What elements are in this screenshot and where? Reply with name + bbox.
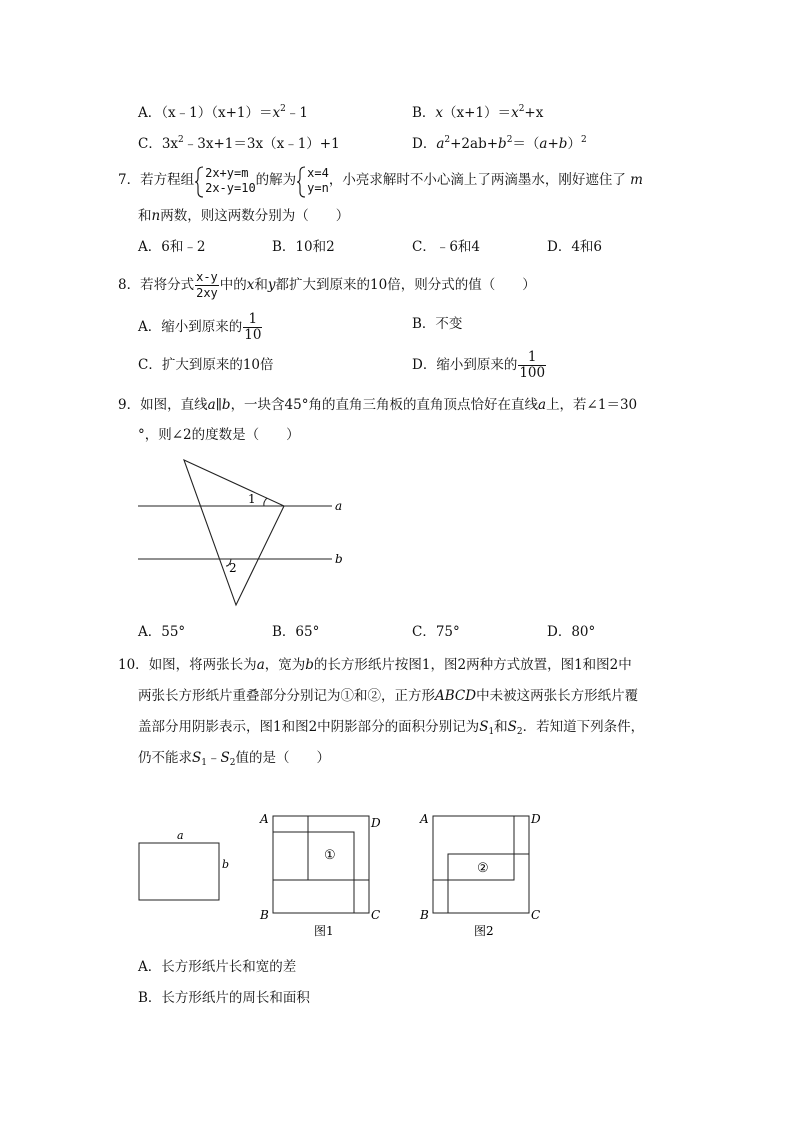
paper-2-top [433,816,514,880]
fig1-label-c: C [371,908,381,922]
q10-stem-line2: 两张长方形纸片重叠部分分别记为①和②，正方形ABCD中未被这两张长方形纸片覆 [138,688,639,704]
q9-option-c[interactable]: C．75° [412,624,460,640]
fig1-caption: 图1 [314,924,334,938]
square-abcd-1 [273,816,369,913]
q10-stem-line4: 仍不能求$S_1﹣S_2$值的是（ ） [138,750,330,768]
q9-option-a[interactable]: A．55° [138,624,186,640]
paper-1-bottom [273,832,354,913]
q9-figure [130,452,360,612]
q9-stem: 9．如图，直线a∥b，一块含45°角的直角三角板的直角顶点恰好在直线a上，若∠1＝30 [118,397,638,413]
q7-option-b[interactable]: B．10和2 [272,239,335,255]
fig2-label-b: B [420,908,429,922]
q10-figures [128,806,558,944]
q10-stem-line1: 10．如图，将两张长为a，宽为b的长方形纸片按图1，图2两种方式放置，图1和图2中 [118,657,632,673]
q9-option-b[interactable]: B．65° [272,624,320,640]
q8-option-d[interactable]: D．缩小到原来的 $\frac{1}{100}$ [412,349,546,381]
q7-stem: 7．若方程组 2x+y=m 2x-y=10 的解为 x=4 y=n ，小亮求解时不小心滴上了两滴墨水，刚好遮住了 m [118,165,643,195]
fig1-label-b: B [260,908,269,922]
triangle-ruler [184,460,284,605]
q7-stem-line2: 和n两数，则这两数分别为（ ） [138,208,350,224]
q6-option-c[interactable]: C．$3x^2﹣3x+1=3x(x﹣1)+1$ [138,135,340,152]
q7-system-1: 2x+y=m 2x-y=10 [194,166,256,196]
line-b-label: b [335,552,343,566]
q10-stem-line3: 盖部分用阴影表示，图1和图2中阴影部分的面积分别记为$S_1$和$S_2$．若知道下列条件， [138,719,645,737]
fig1-label-d: D [371,816,381,830]
q8-stem: 8．若将分式 $\frac{x-y}{2xy}$ 中的x和y都扩大到原来的10倍，则分式的值（ ） [118,270,536,300]
q8-option-b[interactable]: B．不变 [412,316,463,332]
q8-option-a[interactable]: A．缩小到原来的 $\frac{1}{10}$ [138,311,262,343]
fig2-caption: 图2 [474,924,494,938]
paper-1-top [308,816,369,880]
rect-height-label: b [222,858,230,871]
angle-2-label: 2 [229,561,237,575]
fig2-label-c: C [531,908,541,922]
q6-option-d[interactable]: D．$a^2+2ab+b^2=(a+b)^2$ [412,135,587,152]
q6-option-b[interactable]: B．$x(x+1)=x^2+x$ [412,104,544,121]
q8-option-c[interactable]: C．扩大到原来的10倍 [138,357,274,373]
fig1-label-a: A [260,812,269,826]
paper-rectangle [139,843,219,900]
angle-1-arc [264,498,267,506]
q10-option-b[interactable]: B．长方形纸片的周长和面积 [138,990,310,1006]
q7-option-c[interactable]: C．﹣6和4 [412,239,481,255]
q10-option-a[interactable]: A．长方形纸片长和宽的差 [138,959,297,975]
figure-2 [419,812,541,938]
overlap-1-label: ① [324,848,336,863]
fig2-label-d: D [531,812,541,826]
line-a-label: a [335,499,343,513]
figure-1 [259,812,381,938]
q7-option-a[interactable]: A．6和﹣2 [138,239,206,255]
fig2-label-a: A [420,812,429,826]
q9-stem-line2: °，则∠2的度数是（ ） [138,427,300,443]
q9-option-d[interactable]: D．80° [547,624,596,640]
overlap-2-label: ② [477,861,489,876]
q7-option-d[interactable]: D．4和6 [547,239,603,255]
rect-width-label: a [177,829,184,842]
q7-system-2: x=4 y=n [296,166,329,196]
q6-option-a[interactable]: A．$(x﹣1)(x+1)=x^2﹣1$ [138,104,308,121]
q8-fraction: $\frac{x-y}{2xy}$ [196,270,218,300]
angle-1-label: 1 [248,492,256,506]
